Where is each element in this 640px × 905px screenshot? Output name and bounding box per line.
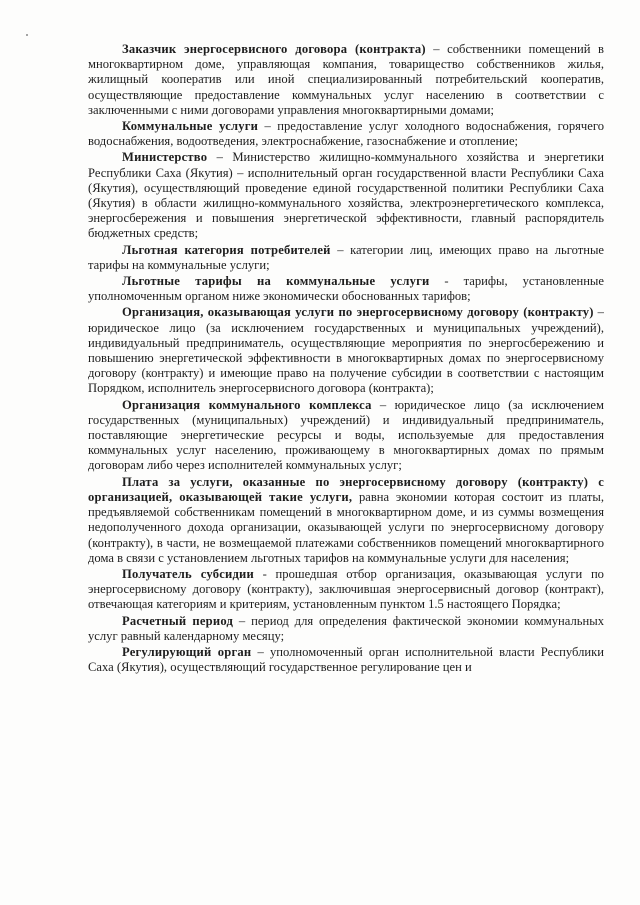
definition-preferential-category [88, 243, 604, 273]
definition-regulatory-body [88, 645, 604, 675]
term: Получатель субсидии [122, 566, 254, 581]
term: Льготные тарифы на коммунальные услуги [122, 274, 430, 289]
definition-service-organization [88, 305, 604, 396]
definition-text: – период для определения фактической экономии коммунальных услуг равный календарному месяцу; [88, 613, 604, 643]
term: Плата за услуги, оказанные по энергосервисному договору (контракту) с организацией, оказывающей такие услуги, [88, 474, 604, 504]
definition-customer [88, 42, 604, 118]
definition-text: – категории лиц, имеющих право на льготные тарифы на коммунальные услуги; [88, 242, 604, 272]
definition-ministry [88, 150, 604, 241]
definition-utility-complex-organization [88, 398, 604, 474]
term: Регулирующий орган [122, 644, 252, 659]
definition-text: – Министерство жилищно-коммунального хозяйства и энергетики Республики Саха (Якутия) – исполнительный орган государственной власти Республики Саха (Якутия), осуществляющий проведение единой государственной политики Республики Саха (Якутия) в области жилищно-коммунального хозяйства, электроэнергетического комплекса, энергосбережения и повышения энергетической эффективности, главный распорядитель бюджетных средств; [88, 150, 604, 241]
term: Коммунальные услуги [122, 119, 259, 134]
term: Заказчик энергосервисного договора (контракта) [122, 42, 426, 56]
definition-text: – уполномоченный орган исполнительной власти Республики Саха (Якутия), осуществляющий государственное регулирование цен и [88, 644, 604, 675]
definition-utility-services [88, 119, 604, 149]
definition-text: – юридическое лицо (за исключением государственных и муниципальных учреждений), индивидуальный предприниматель, осуществляющие мероприятия по энергосбережению и повышению энергетической эффективности в многоквартирных домах по энергосервисному договору (контракту) и имеющие право на получение субсидии в соответствии с настоящим Порядком, исполнитель энергосервисного договора (контракта); [88, 305, 604, 396]
term: Организация, оказывающая услуги по энергосервисному договору (контракту) [122, 305, 594, 320]
term: Расчетный период [122, 613, 234, 628]
term: Льготная категория потребителей [122, 242, 331, 257]
term: Организация коммунального комплекса [122, 397, 372, 412]
definition-text: равна экономии которая состоит из платы, предъявляемой собственникам помещений в многоквартирном доме, и из суммы возмещения недополученного дохода организации, оказывающей услуги по энергосервисному договору (контракту), в части, не возмещаемой платежами собственников помещений многоквартирного дома в связи с установлением льготных тарифов на коммунальные услуги для населения; [88, 489, 604, 565]
definition-subsidy-recipient [88, 567, 604, 613]
definition-text: – юридическое лицо (за исключением государственных (муниципальных) учреждений) и индивидуальный предприниматель, поставляющие энергетические ресурсы и воды, используемые для предоставления коммунальных услуг населению, проживающему в многоквартирных домах по прямым договорам либо через исполнителей коммунальных услуг; [88, 397, 604, 473]
definition-billing-period [88, 614, 604, 644]
term: Министерство [122, 150, 208, 165]
definition-preferential-tariffs [88, 274, 604, 304]
definition-text: – предоставление услуг холодного водоснабжения, горячего водоснабжения, водоотведения, электроснабжение, газоснабжение и отопление; [88, 119, 604, 149]
scan-speck [26, 34, 28, 36]
definition-text: - прошедшая отбор организация, оказывающая услуги по энергосервисному договору (контракту), заключившая энергосервисный договор (контракт), отвечающая категориям и критериям, установленным пунктом 1.5 настоящего Порядка; [88, 566, 604, 612]
definition-text: – собственники помещений в многоквартирном доме, управляющая компания, товарищество собственников жилья, жилищный кооператив или иной специализированный потребительский кооператив, осуществляющие предоставление коммунальных услуг населению в соответствии с заключенными с ними договорами управления многоквартирными домами; [88, 42, 604, 117]
definition-service-fee [88, 475, 604, 566]
definition-text: - тарифы, установленные уполномоченным органом ниже экономически обоснованных тарифов; [88, 274, 604, 304]
